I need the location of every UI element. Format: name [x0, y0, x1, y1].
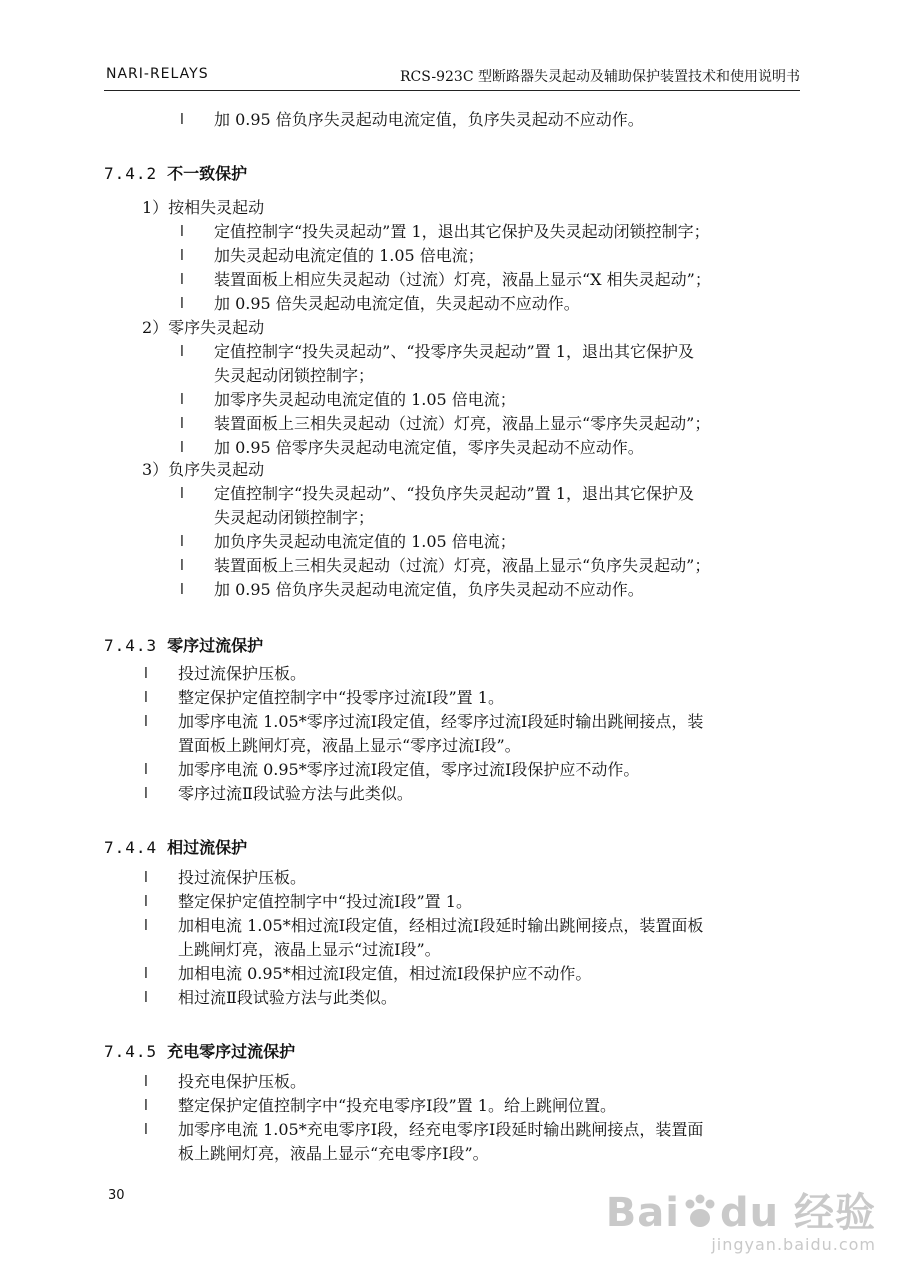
bullet-marker: l	[180, 296, 184, 312]
bullet-text: 投过流保护压板。	[178, 664, 307, 683]
bullet-marker: l	[180, 534, 184, 550]
bullet-marker: l	[144, 894, 148, 910]
section-title: 充电零序过流保护	[167, 1042, 296, 1061]
bullet-marker: l	[180, 112, 184, 128]
bullet-text: 装置面板上相应失灵起动（过流）灯亮，液晶上显示“X 相失灵起动”；	[214, 270, 711, 289]
section-number: 7.4.3	[104, 636, 158, 655]
bullet-text: 投过流保护压板。	[178, 868, 307, 887]
bullet-marker: l	[180, 486, 184, 502]
section-heading-7-4-3	[104, 634, 263, 658]
watermark-logo	[606, 1191, 876, 1235]
bullet-marker: l	[144, 690, 148, 706]
bullet-marker: l	[144, 1122, 148, 1138]
bullet-text: 加零序电流 1.05*充电零序Ⅰ段，经充电零序Ⅰ段延时输出跳闸接点，装置面	[178, 1120, 704, 1139]
subsection-label: 2）零序失灵起动	[142, 318, 265, 337]
bullet-text-continued: 失灵起动闭锁控制字；	[214, 508, 375, 527]
bullet-text: 加负序失灵起动电流定值的 1.05 倍电流；	[214, 532, 516, 551]
bullet-text: 加零序电流 1.05*零序过流Ⅰ段定值，经零序过流Ⅰ段延时输出跳闸接点，装	[178, 712, 704, 731]
bullet-text: 定值控制字“投失灵起动”、“投零序失灵起动”置 1，退出其它保护及	[214, 342, 694, 361]
bullet-text: 定值控制字“投失灵起动”置 1，退出其它保护及失灵起动闭锁控制字；	[214, 222, 710, 241]
bullet-text: 加相电流 1.05*相过流Ⅰ段定值，经相过流Ⅰ段延时输出跳闸接点，装置面板	[178, 916, 704, 935]
header-company: NARI-RELAYS	[106, 66, 209, 82]
bullet-text: 加 0.95 倍负序失灵起动电流定值，负序失灵起动不应动作。	[214, 110, 644, 129]
section-title: 不一致保护	[167, 164, 248, 183]
section-heading-7-4-5	[104, 1040, 295, 1064]
bullet-marker: l	[180, 344, 184, 360]
subsection-label: 1）按相失灵起动	[142, 198, 265, 217]
bullet-marker: l	[180, 582, 184, 598]
bullet-marker: l	[144, 870, 148, 886]
bullet-text-continued: 上跳闸灯亮，液晶上显示“过流Ⅰ段”。	[178, 940, 441, 959]
bullet-text: 相过流Ⅱ段试验方法与此类似。	[178, 988, 397, 1007]
bullet-marker: l	[180, 440, 184, 456]
section-title: 相过流保护	[167, 838, 248, 857]
bullet-marker: l	[144, 666, 148, 682]
subsection-label: 3）负序失灵起动	[142, 460, 265, 479]
bullet-marker: l	[144, 1074, 148, 1090]
bullet-text: 加 0.95 倍失灵起动电流定值，失灵起动不应动作。	[214, 294, 580, 313]
bullet-text-continued: 置面板上跳闸灯亮，液晶上显示“零序过流Ⅰ段”。	[178, 736, 521, 755]
section-title: 零序过流保护	[167, 636, 264, 655]
bullet-text-continued: 失灵起动闭锁控制字；	[214, 366, 375, 385]
section-number: 7.4.2	[104, 164, 158, 183]
bullet-text: 零序过流Ⅱ段试验方法与此类似。	[178, 784, 413, 803]
header-doc-title: RCS-923C 型断路器失灵起动及辅助保护装置技术和使用说明书	[400, 69, 800, 85]
bullet-text-continued: 板上跳闸灯亮，液晶上显示“充电零序Ⅰ段”。	[178, 1144, 489, 1163]
bullet-marker: l	[144, 918, 148, 934]
bullet-marker: l	[144, 1098, 148, 1114]
bullet-marker: l	[144, 762, 148, 778]
bullet-marker: l	[180, 558, 184, 574]
bullet-text: 整定保护定值控制字中“投过流Ⅰ段”置 1。	[178, 892, 472, 911]
bullet-text: 装置面板上三相失灵起动（过流）灯亮，液晶上显示“负序失灵起动”；	[214, 556, 711, 575]
bullet-marker: l	[144, 990, 148, 1006]
bullet-text: 加相电流 0.95*相过流Ⅰ段定值，相过流Ⅰ段保护应不动作。	[178, 964, 592, 983]
bullet-text: 装置面板上三相失灵起动（过流）灯亮，液晶上显示“零序失灵起动”；	[214, 414, 711, 433]
bullet-text: 整定保护定值控制字中“投充电零序Ⅰ段”置 1。给上跳闸位置。	[178, 1096, 616, 1115]
bullet-marker: l	[144, 786, 148, 802]
section-number: 7.4.4	[104, 838, 158, 857]
section-heading-7-4-4	[104, 836, 247, 860]
page-number: 30	[108, 1188, 125, 1203]
bullet-text: 加失灵起动电流定值的 1.05 倍电流；	[214, 246, 484, 265]
section-number: 7.4.5	[104, 1042, 158, 1061]
page-header	[104, 66, 800, 91]
baidu-watermark	[606, 1191, 876, 1254]
bullet-text: 加零序失灵起动电流定值的 1.05 倍电流；	[214, 390, 516, 409]
bullet-text: 加 0.95 倍零序失灵起动电流定值，零序失灵起动不应动作。	[214, 438, 644, 457]
bullet-marker: l	[180, 272, 184, 288]
bullet-text: 整定保护定值控制字中“投零序过流Ⅰ段”置 1。	[178, 688, 504, 707]
watermark-url: jingyan.baidu.com	[711, 1235, 876, 1254]
section-heading-7-4-2	[104, 162, 247, 186]
bullet-marker: l	[180, 416, 184, 432]
bullet-marker: l	[144, 966, 148, 982]
bullet-text: 定值控制字“投失灵起动”、“投负序失灵起动”置 1，退出其它保护及	[214, 484, 694, 503]
paw-icon	[680, 1192, 720, 1232]
bullet-text: 投充电保护压板。	[178, 1072, 307, 1091]
bullet-text: 加 0.95 倍负序失灵起动电流定值，负序失灵起动不应动作。	[214, 580, 644, 599]
watermark-logo-right: du 经验	[719, 1190, 876, 1236]
bullet-marker: l	[180, 392, 184, 408]
watermark-logo-left: Bai	[605, 1190, 680, 1236]
bullet-marker: l	[144, 714, 148, 730]
bullet-marker: l	[180, 248, 184, 264]
bullet-text: 加零序电流 0.95*零序过流Ⅰ段定值，零序过流Ⅰ段保护应不动作。	[178, 760, 640, 779]
bullet-marker: l	[180, 224, 184, 240]
